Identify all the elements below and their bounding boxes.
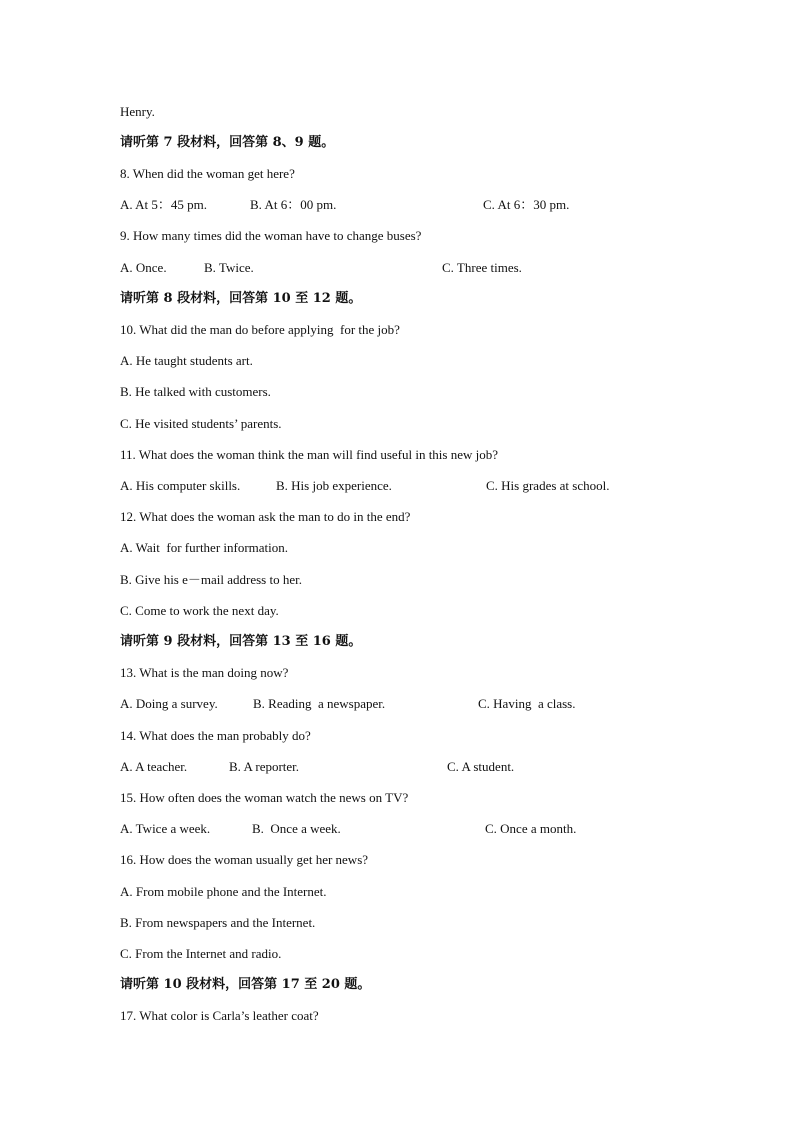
question-14: 14. What does the man probably do? — [120, 728, 311, 743]
option-15b: B. Once a week. — [252, 821, 341, 836]
text-line: Henry. — [120, 104, 155, 119]
question-15: 15. How often does the woman watch the news on TV? — [120, 790, 409, 805]
option-12a: A. Wait for further information. — [120, 540, 289, 555]
question-9: 9. How many times did the woman have to change buses? — [120, 228, 422, 243]
option-8b: B. At 6：00 pm. — [250, 197, 337, 212]
option-12c: C. Come to work the next day. — [120, 603, 279, 618]
option-8a: A. At 5：45 pm. — [120, 197, 208, 212]
option-11b: B. His job experience. — [276, 478, 392, 493]
option-11a: A. His computer skills. — [120, 478, 241, 493]
section-heading: 请听第 10 段材料，回答第 17 至 20 题。 — [120, 977, 371, 992]
option-15a: A. Twice a week. — [120, 821, 211, 836]
question-10: 10. What did the man do before applying for the job? — [120, 322, 400, 337]
option-13a: A. Doing a survey. — [120, 696, 218, 711]
option-14c: C. A student. — [447, 759, 515, 774]
question-12: 12. What does the woman ask the man to do in the end? — [120, 509, 411, 524]
option-13b: B. Reading a newspaper. — [253, 696, 386, 711]
option-15c: C. Once a month. — [485, 821, 577, 836]
question-8: 8. When did the woman get here? — [120, 166, 295, 181]
option-16c: C. From the Internet and radio. — [120, 946, 282, 961]
option-10a: A. He taught students art. — [120, 353, 253, 368]
option-16b: B. From newspapers and the Internet. — [120, 915, 316, 930]
option-9b: B. Twice. — [204, 260, 254, 275]
option-14a: A. A teacher. — [120, 759, 188, 774]
question-17: 17. What color is Carla’s leather coat? — [120, 1008, 319, 1023]
section-heading: 请听第 8 段材料，回答第 10 至 12 题。 — [120, 291, 362, 306]
option-14b: B. A reporter. — [229, 759, 300, 774]
option-13c: C. Having a class. — [478, 696, 576, 711]
option-10b: B. He talked with customers. — [120, 384, 271, 399]
section-heading: 请听第 9 段材料，回答第 13 至 16 题。 — [120, 634, 362, 649]
option-16a: A. From mobile phone and the Internet. — [120, 884, 327, 899]
option-9a: A. Once. — [120, 260, 167, 275]
option-11c: C. His grades at school. — [486, 478, 610, 493]
question-16: 16. How does the woman usually get her news? — [120, 852, 369, 867]
option-12b: B. Give his e－mail address to her. — [120, 572, 302, 587]
section-heading: 请听第 7 段材料，回答第 8、9 题。 — [120, 135, 335, 150]
option-10c: C. He visited students’ parents. — [120, 416, 282, 431]
question-13: 13. What is the man doing now? — [120, 665, 289, 680]
option-9c: C. Three times. — [442, 260, 522, 275]
question-11: 11. What does the woman think the man will find useful in this new job? — [120, 447, 499, 462]
option-8c: C. At 6：30 pm. — [483, 197, 570, 212]
